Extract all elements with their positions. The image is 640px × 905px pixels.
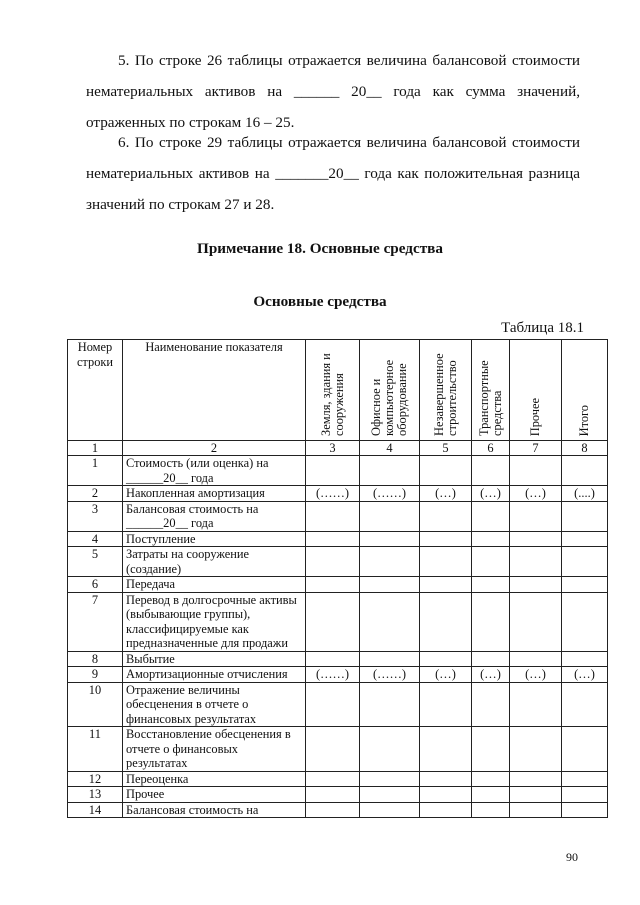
value-cell: [360, 547, 420, 577]
value-cell: [306, 727, 360, 772]
value-cell: [360, 727, 420, 772]
value-cell: [420, 531, 472, 547]
value-cell: [420, 651, 472, 667]
indicator-name: Балансовая стоимость на: [123, 802, 306, 818]
value-cell: [510, 771, 562, 787]
value-cell: [472, 802, 510, 818]
column-number: 1: [68, 441, 123, 456]
header-cell: Прочее: [510, 340, 562, 441]
value-cell: [472, 547, 510, 577]
value-cell: (……): [360, 486, 420, 502]
value-cell: (…): [420, 486, 472, 502]
table-row: [68, 802, 608, 818]
column-number: 3: [306, 441, 360, 456]
header-cell: Транспортные средства: [472, 340, 510, 441]
value-cell: [306, 531, 360, 547]
value-cell: [360, 802, 420, 818]
header-cell: Офисное и компьютерное оборудование: [360, 340, 420, 441]
indicator-name: Поступление: [123, 531, 306, 547]
value-cell: [360, 651, 420, 667]
value-cell: [562, 592, 608, 651]
header-cell: Номер строки: [68, 340, 123, 441]
value-cell: (…): [562, 667, 608, 683]
paragraph-6: [86, 127, 580, 220]
value-cell: [420, 577, 472, 593]
indicator-name: Амортизационные отчисления: [123, 667, 306, 683]
note-heading: Примечание 18. Основные средства: [197, 240, 443, 257]
indicator-name: Переоценка: [123, 771, 306, 787]
value-cell: [420, 456, 472, 486]
row-number: 10: [68, 682, 123, 727]
paragraph-line: значений по строкам 27 и 28.: [86, 196, 275, 213]
value-cell: [360, 577, 420, 593]
table-row: [68, 651, 608, 667]
row-number: 8: [68, 651, 123, 667]
paragraph-line: нематериальных активов на ______ 20__ года как сумма значений,: [86, 83, 580, 100]
value-cell: [510, 456, 562, 486]
value-cell: [510, 547, 562, 577]
indicator-name: Накопленная амортизация: [123, 486, 306, 502]
value-cell: [510, 501, 562, 531]
table-row: [68, 667, 608, 683]
table-row: [68, 787, 608, 803]
indicator-name: Передача: [123, 577, 306, 593]
header-row: [68, 340, 608, 441]
value-cell: [306, 577, 360, 593]
value-cell: [306, 651, 360, 667]
value-cell: [472, 771, 510, 787]
value-cell: [306, 787, 360, 803]
paragraph-line: 6. По строке 29 таблицы отражается величина балансовой стоимости: [118, 134, 580, 151]
value-cell: [562, 787, 608, 803]
value-cell: (…): [472, 486, 510, 502]
indicator-name: Стоимость (или оценка) на ______20__ года: [123, 456, 306, 486]
value-cell: [306, 501, 360, 531]
value-cell: [360, 787, 420, 803]
page-number: 90: [566, 850, 578, 864]
row-number: 11: [68, 727, 123, 772]
paragraph-5: [86, 45, 580, 138]
table-row: [68, 727, 608, 772]
row-number: 1: [68, 456, 123, 486]
value-cell: (……): [306, 486, 360, 502]
row-number: 7: [68, 592, 123, 651]
value-cell: [472, 577, 510, 593]
table-title: Основные средства: [253, 293, 387, 310]
value-cell: (……): [306, 667, 360, 683]
value-cell: [306, 682, 360, 727]
value-cell: [562, 456, 608, 486]
column-number: 8: [562, 441, 608, 456]
paragraph-line: отраженных по строкам 16 – 25.: [86, 114, 295, 131]
header-cell: Земля, здания и сооружения: [306, 340, 360, 441]
column-number: 7: [510, 441, 562, 456]
value-cell: [510, 577, 562, 593]
value-cell: [510, 727, 562, 772]
column-number: 6: [472, 441, 510, 456]
value-cell: (……): [360, 667, 420, 683]
value-cell: [360, 501, 420, 531]
value-cell: [420, 802, 472, 818]
value-cell: [562, 651, 608, 667]
paragraph-line: 5. По строке 26 таблицы отражается величина балансовой стоимости: [118, 52, 580, 69]
paragraph-line: нематериальных активов на _______20__ года как положительная разница: [86, 165, 580, 182]
value-cell: (…): [510, 667, 562, 683]
indicator-name: Балансовая стоимость на ______20__ года: [123, 501, 306, 531]
column-number: 2: [123, 441, 306, 456]
value-cell: [420, 727, 472, 772]
value-cell: [472, 592, 510, 651]
header-cell: Наименование показателя: [123, 340, 306, 441]
indicator-name: Прочее: [123, 787, 306, 803]
table-row: [68, 682, 608, 727]
indicator-name: Затраты на сооружение (создание): [123, 547, 306, 577]
value-cell: [360, 682, 420, 727]
value-cell: [420, 787, 472, 803]
row-number: 3: [68, 501, 123, 531]
table-row: [68, 456, 608, 486]
value-cell: [472, 651, 510, 667]
value-cell: [306, 592, 360, 651]
table-row: [68, 771, 608, 787]
value-cell: [510, 802, 562, 818]
value-cell: [360, 456, 420, 486]
value-cell: [510, 682, 562, 727]
value-cell: [472, 456, 510, 486]
value-cell: [510, 531, 562, 547]
value-cell: [472, 501, 510, 531]
value-cell: [562, 531, 608, 547]
table-row: [68, 501, 608, 531]
table-row: [68, 547, 608, 577]
value-cell: [562, 577, 608, 593]
value-cell: (…): [510, 486, 562, 502]
value-cell: [562, 727, 608, 772]
value-cell: [510, 787, 562, 803]
header-cell: Незавершенное строительство: [420, 340, 472, 441]
column-number-row: [68, 441, 608, 456]
value-cell: [420, 771, 472, 787]
table-caption: Таблица 18.1: [501, 320, 584, 336]
row-number: 6: [68, 577, 123, 593]
value-cell: [562, 682, 608, 727]
row-number: 5: [68, 547, 123, 577]
fixed-assets-table: [67, 339, 608, 818]
value-cell: [360, 771, 420, 787]
value-cell: [562, 802, 608, 818]
value-cell: (…): [420, 667, 472, 683]
column-number: 4: [360, 441, 420, 456]
header-cell: Итого: [562, 340, 608, 441]
table-row: [68, 486, 608, 502]
value-cell: [420, 682, 472, 727]
value-cell: [360, 531, 420, 547]
table-row: [68, 531, 608, 547]
value-cell: [306, 802, 360, 818]
indicator-name: Перевод в долгосрочные активы (выбывающие группы), классифицируемые как предназначенные для продажи: [123, 592, 306, 651]
indicator-name: Отражение величины обесценения в отчете о финансовых результатах: [123, 682, 306, 727]
row-number: 12: [68, 771, 123, 787]
value-cell: [472, 531, 510, 547]
value-cell: [420, 501, 472, 531]
value-cell: [510, 592, 562, 651]
indicator-name: Выбытие: [123, 651, 306, 667]
value-cell: [420, 547, 472, 577]
row-number: 14: [68, 802, 123, 818]
value-cell: [562, 547, 608, 577]
value-cell: [562, 501, 608, 531]
value-cell: [510, 651, 562, 667]
table-row: [68, 592, 608, 651]
indicator-name: Восстановление обесценения в отчете о финансовых результатах: [123, 727, 306, 772]
row-number: 13: [68, 787, 123, 803]
row-number: 9: [68, 667, 123, 683]
row-number: 4: [68, 531, 123, 547]
value-cell: [420, 592, 472, 651]
value-cell: (…): [472, 667, 510, 683]
value-cell: [306, 547, 360, 577]
value-cell: [472, 787, 510, 803]
value-cell: (....): [562, 486, 608, 502]
value-cell: [562, 771, 608, 787]
value-cell: [472, 682, 510, 727]
row-number: 2: [68, 486, 123, 502]
value-cell: [306, 456, 360, 486]
column-number: 5: [420, 441, 472, 456]
table-row: [68, 577, 608, 593]
value-cell: [472, 727, 510, 772]
value-cell: [306, 771, 360, 787]
value-cell: [360, 592, 420, 651]
